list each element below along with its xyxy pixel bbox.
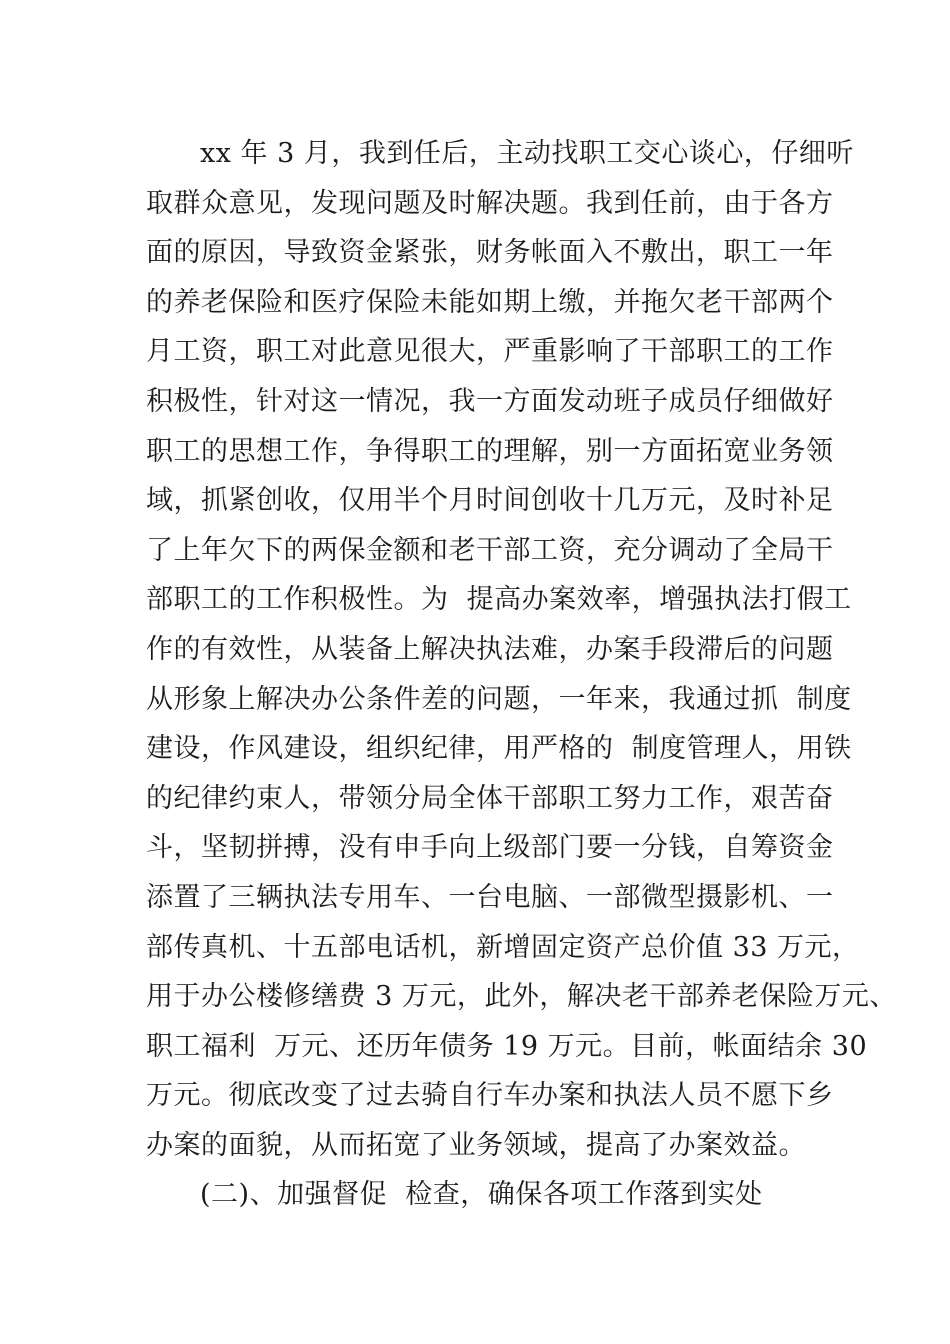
paragraph-line: 域，抓紧创收，仅用半个月时间创收十几万元，及时补足 [146, 485, 834, 517]
paragraph-line: 月工资，职工对此意见很大，严重影响了干部职工的工作 [146, 336, 834, 368]
paragraph-line: 部传真机、十五部电话机，新增固定资产总价值 33 万元， [146, 931, 860, 963]
paragraph-line: 从形象上解决办公条件差的问题，一年来，我通过抓 制度 [146, 683, 852, 715]
paragraph-line: 部职工的工作积极性。为 提高办案效率，增强执法打假工 [146, 584, 852, 616]
paragraph-line: 职工福利 万元、还历年债务 19 万元。目前，帐面结余 30 [146, 1030, 868, 1062]
paragraph-line: 面的原因，导致资金紧张，财务帐面入不敷出，职工一年 [146, 237, 834, 269]
paragraph-line: 的养老保险和医疗保险未能如期上缴，并拖欠老干部两个 [146, 286, 834, 318]
paragraph-line: xx 年 3 月，我到任后，主动找职工交心谈心，仔细听 [200, 138, 854, 169]
paragraph-line: 了上年欠下的两保金额和老干部工资，充分调动了全局干 [146, 534, 834, 566]
paragraph-line: 办案的面貌，从而拓宽了业务领域，提高了办案效益。 [146, 1129, 806, 1161]
paragraph-line: 的纪律约束人，带领分局全体干部职工努力工作，艰苦奋 [146, 782, 834, 814]
paragraph-line: 取群众意见，发现问题及时解决题。我到任前，由于各方 [146, 187, 834, 219]
paragraph-line: 职工的思想工作，争得职工的理解，别一方面拓宽业务领 [146, 435, 834, 467]
paragraph-line: 积极性，针对这一情况，我一方面发动班子成员仔细做好 [146, 385, 834, 417]
paragraph-line: 建设，作风建设，组织纪律，用严格的 制度管理人，用铁 [146, 733, 852, 765]
paragraph-line: 斗，坚韧拼搏，没有申手向上级部门要一分钱，自筹资金 [146, 832, 834, 864]
paragraph-line: 作的有效性，从装备上解决执法难，办案手段滞后的问题 [146, 633, 834, 665]
section-heading: (二)、加强督促 检查，确保各项工作落到实处 [200, 1179, 763, 1211]
paragraph-line: 用于办公楼修缮费 3 万元，此外，解决老干部养老保险万元、 [146, 981, 897, 1013]
paragraph-line: 添置了三辆执法专用车、一台电脑、一部微型摄影机、一 [146, 881, 834, 913]
body-text [146, 129, 897, 1220]
paragraph-line: 万元。彻底改变了过去骑自行车办案和执法人员不愿下乡 [146, 1080, 834, 1112]
